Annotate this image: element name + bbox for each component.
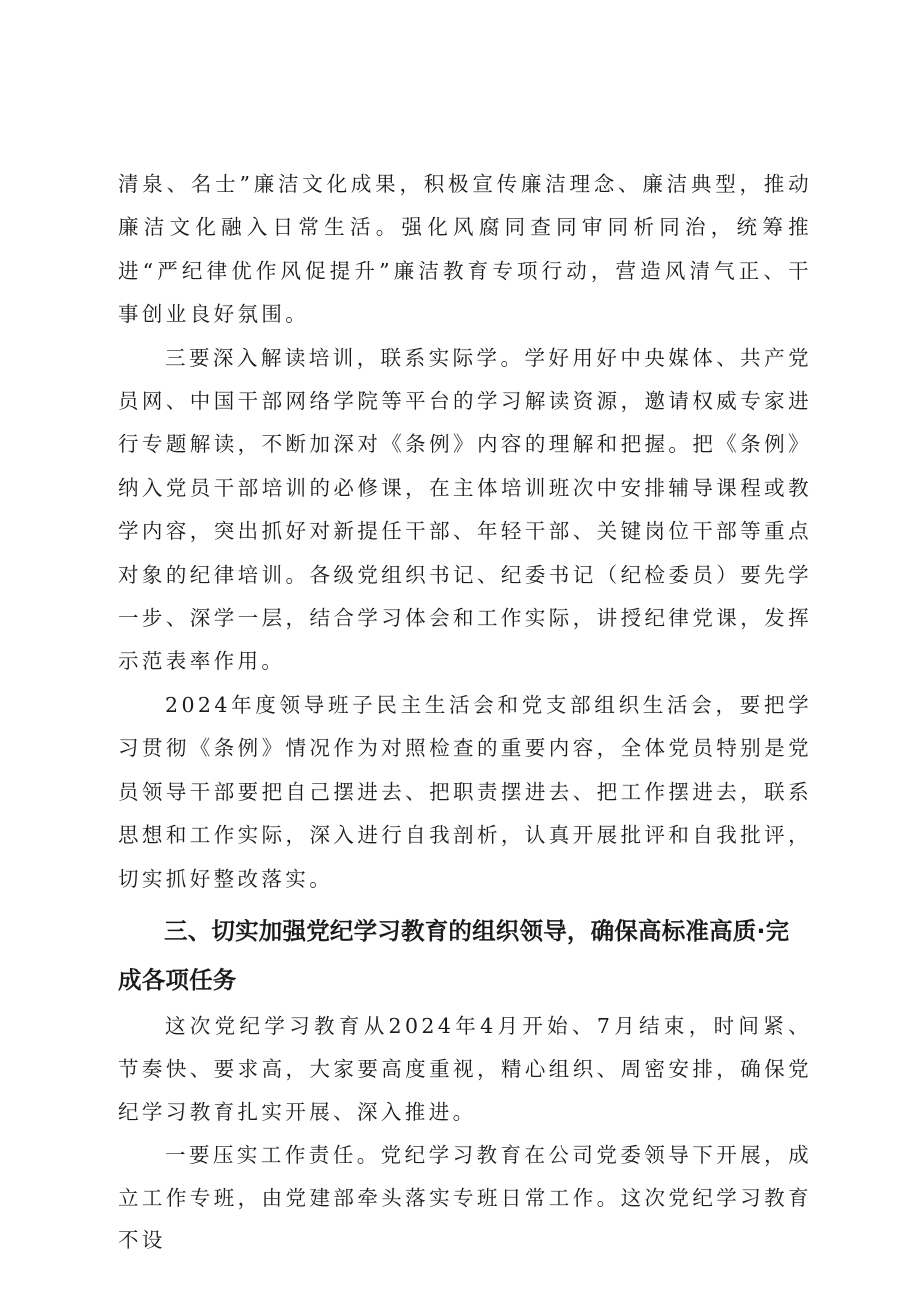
paragraph-life-meeting: 2024年度领导班子民主生活会和党支部组织生活会，要把学习贯彻《条例》情况作为对照检查的重要内容，全体党员特别是党员领导干部要把自己摆进去、把职责摆进去、把工作摆进去，联系思想和工作实际，深入进行自我剖析，认真开展批评和自我批评，切实抓好整改落实。 (118, 692, 812, 891)
paragraph-continuation: 清泉、名士”廉洁文化成果，积极宣传廉洁理念、廉洁典型，推动廉洁文化融入日常生活。强化风腐同查同审同析同治，统筹推进“严纪律优作风促提升”廉洁教育专项行动，营造风清气正、干事创业良好氛围。 (118, 172, 812, 327)
paragraph-training: 三要深入解读培训，联系实际学。学好用好中央媒体、共产党员网、中国干部网络学院等平台的学习解读资源，邀请权威专家进行专题解读，不断加深对《条例》内容的理解和把握。把《条例》纳入党员干部培训的必修课，在主体培训班次中安排辅导课程或教学内容，突出抓好对新提任干部、年轻干部、关键岗位干部等重点对象的纪律培训。各级党组织书记、纪委书记（纪检委员）要先学一步、深学一层，结合学习体会和工作实际，讲授纪律党课，发挥示范表率作用。 (118, 345, 812, 674)
document-body (118, 163, 812, 1262)
paragraph-responsibility: 一要压实工作责任。党纪学习教育在公司党委领导下开展，成立工作专班，由党建部牵头落实专班日常工作。这次党纪学习教育不设 (118, 1142, 812, 1253)
section-heading: 三、切实加强党纪学习教育的组织领导，确保高标准高质·完成各项任务 (118, 916, 790, 994)
paragraph-schedule: 这次党纪学习教育从2024年4月开始、7月结束，时间紧、节奏快、要求高，大家要高度重视，精心组织、周密安排，确保党纪学习教育扎实开展、深入推进。 (118, 1013, 812, 1124)
